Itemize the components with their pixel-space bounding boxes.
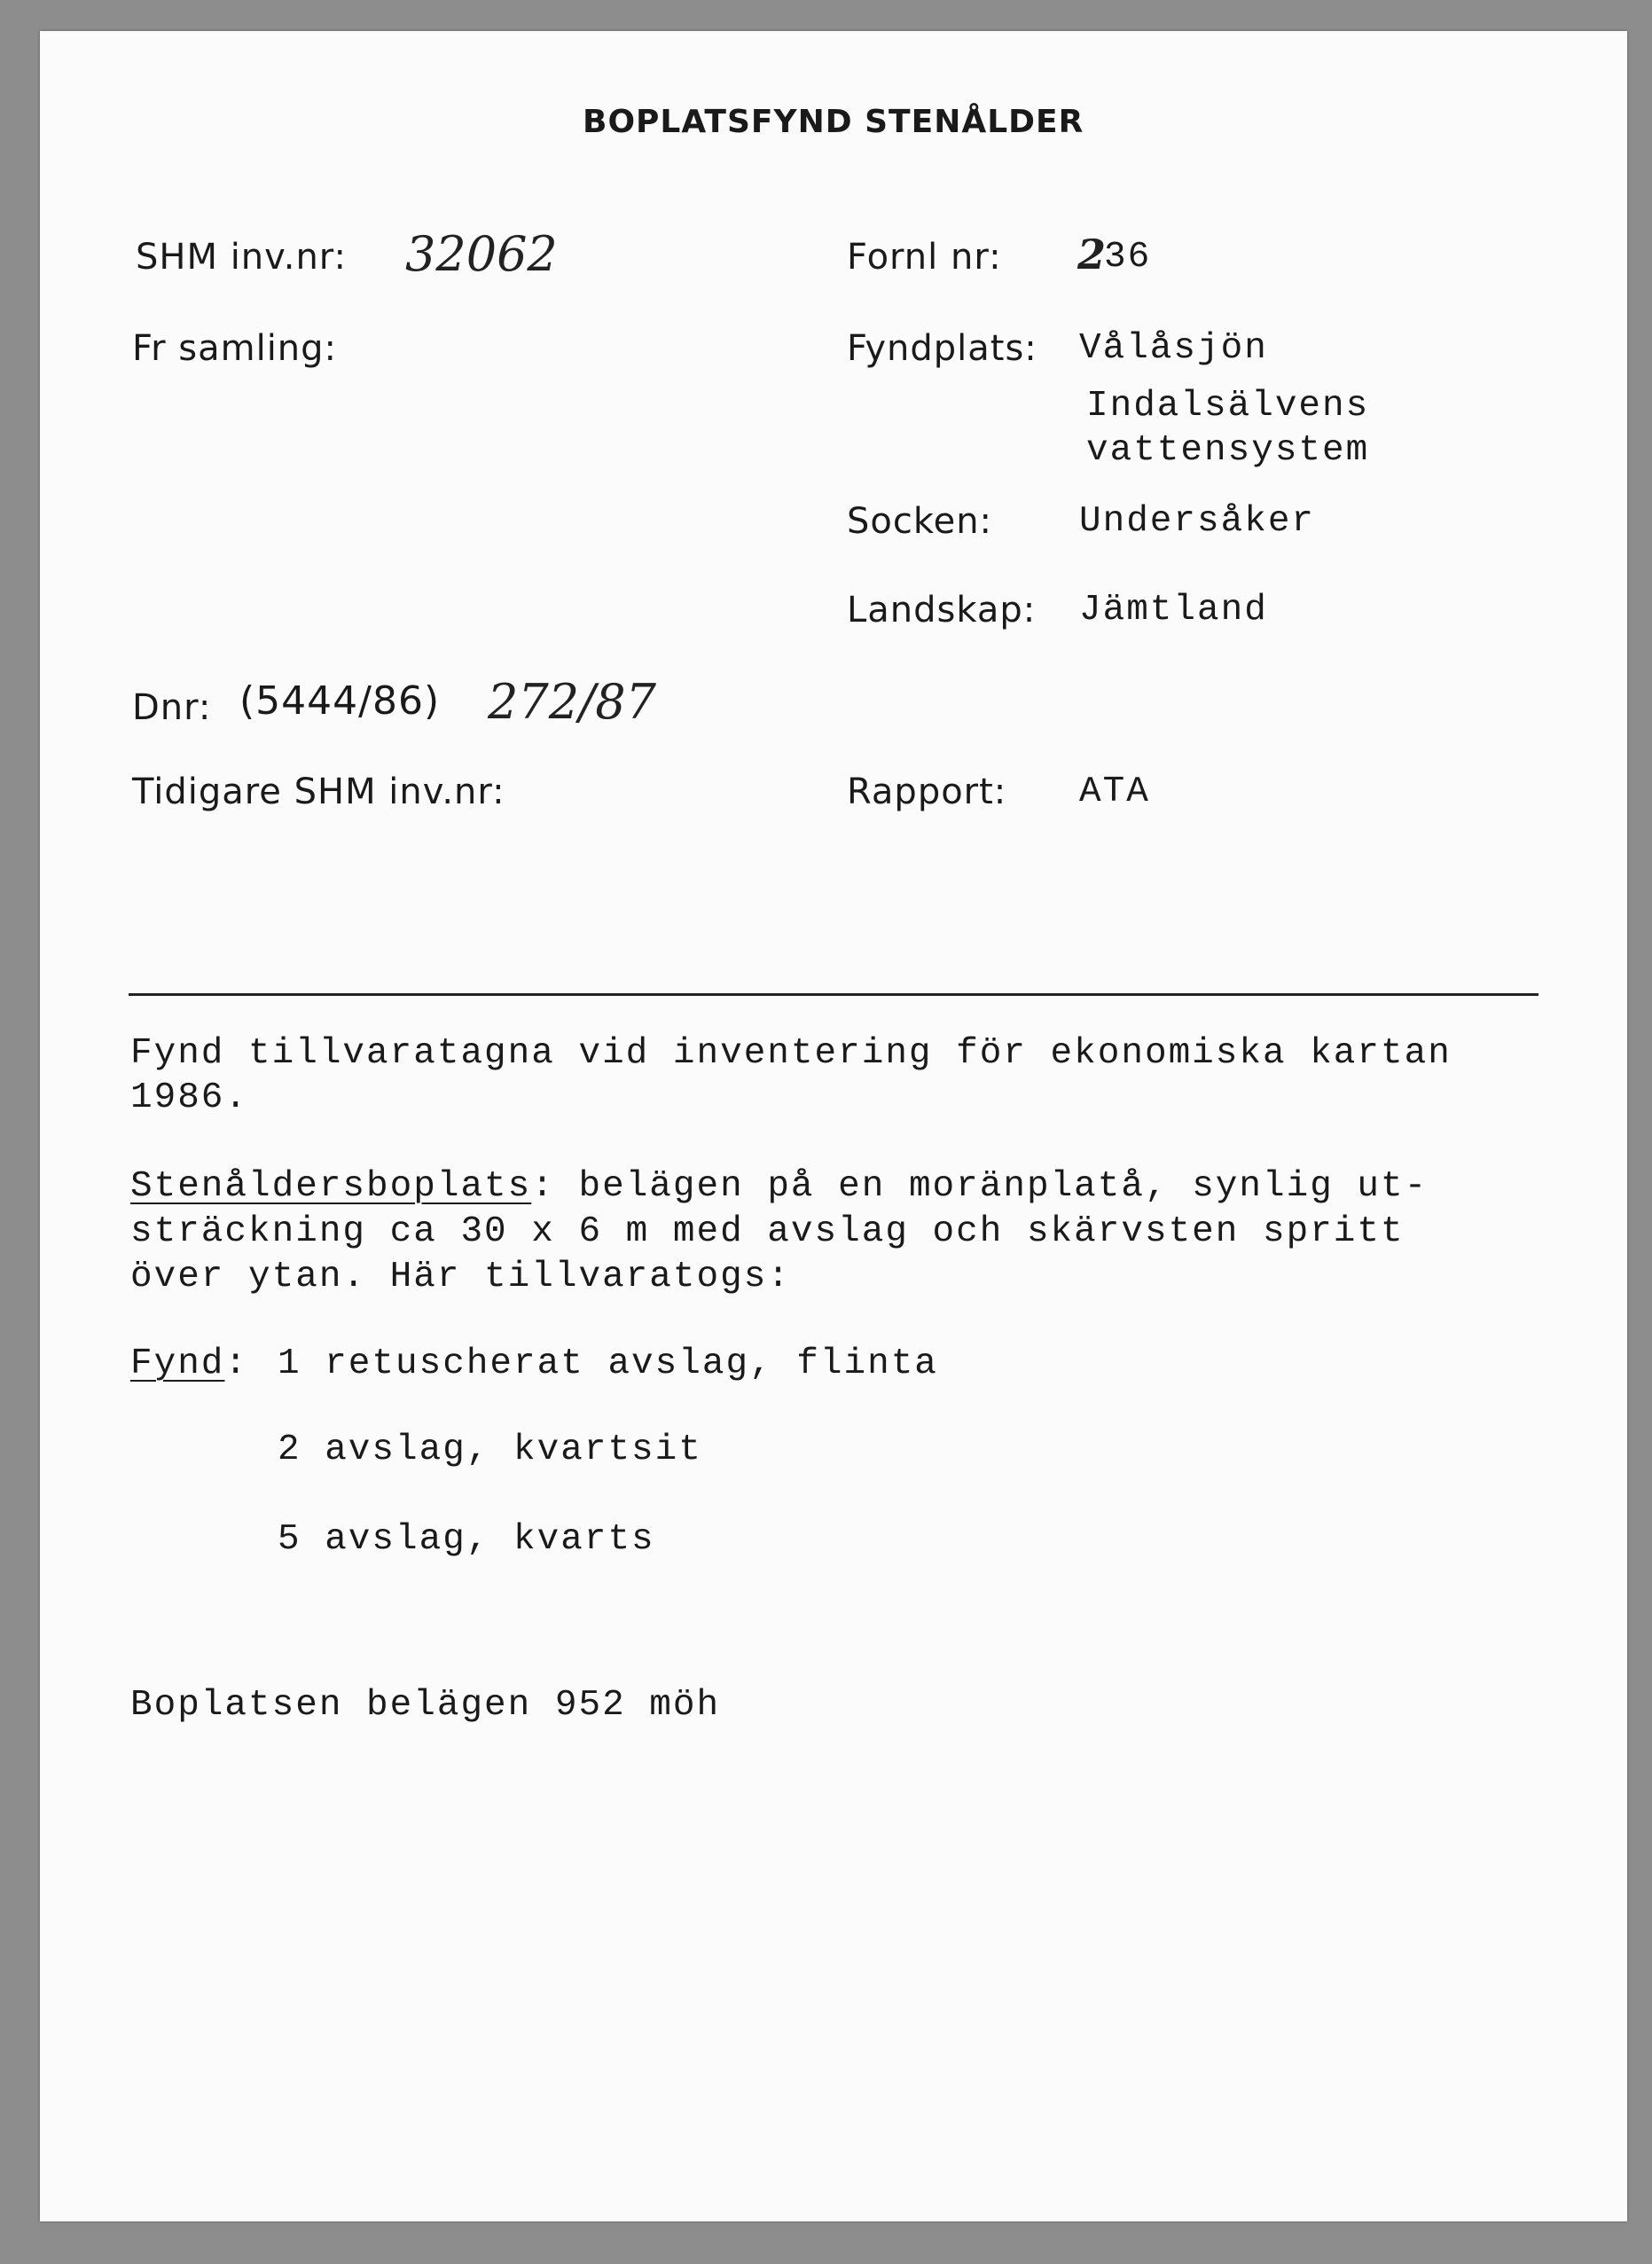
fyndplats-line-2: Indalsälvens (1086, 386, 1370, 427)
intro-line-2: 1986. (130, 1077, 249, 1118)
intro-line-1: Fynd tillvaratagna vid inventering för ekonomiska kartan (130, 1033, 1452, 1074)
dnr-value-handwritten: 272/87 (488, 674, 656, 730)
stenalder-line-2: sträckning ca 30 x 6 m med avslag och skärvsten spritt (130, 1211, 1405, 1252)
fyndplats-line-1: Vålåsjön (1079, 328, 1268, 369)
altitude-note: Boplatsen belägen 952 möh (130, 1685, 721, 1726)
fynd-item-2: 2 avslag, kvartsit (278, 1430, 702, 1470)
dnr-label: Dnr: (132, 687, 212, 728)
fr-samling-label: Fr samling: (132, 328, 338, 369)
fyndplats-label: Fyndplats: (847, 328, 1037, 369)
socken-label: Socken: (847, 501, 993, 542)
dnr-value-typed: (5444/86) (239, 678, 441, 724)
divider-line (129, 993, 1538, 996)
tidigare-shm-label: Tidigare SHM inv.nr: (132, 772, 505, 812)
socken-value: Undersåker (1079, 501, 1316, 542)
landskap-label: Landskap: (847, 590, 1037, 631)
shm-inv-value: 32062 (405, 226, 558, 282)
shm-inv-label: SHM inv.nr: (136, 237, 348, 278)
index-card (40, 31, 1627, 2221)
landskap-value: Jämtland (1079, 590, 1268, 631)
rapport-value: ATA (1079, 772, 1150, 812)
stenalder-line-1 (130, 1166, 1428, 1207)
fornl-value-typed: 36 (1104, 237, 1152, 278)
card-title: BOPLATSFYND STENÅLDER (583, 104, 1084, 140)
fynd-heading: Fynd (130, 1344, 225, 1384)
stenalder-line-3: över ytan. Här tillvaratogs: (130, 1257, 791, 1297)
fornl-value-hand: 2 (1077, 231, 1107, 278)
stenalder-line-1-rest: : belägen på en moränplatå, synlig ut- (531, 1166, 1429, 1207)
fynd-item-3: 5 avslag, kvarts (278, 1519, 655, 1560)
fornl-label: Fornl nr: (847, 237, 1002, 278)
stenalder-heading: Stenåldersboplats (130, 1166, 532, 1207)
fynd-heading-line (130, 1344, 248, 1384)
rapport-label: Rapport: (847, 772, 1007, 812)
fyndplats-line-3: vattensystem (1086, 430, 1370, 471)
fynd-colon: : (224, 1344, 249, 1384)
fynd-item-1: 1 retuscherat avslag, flinta (278, 1344, 938, 1384)
